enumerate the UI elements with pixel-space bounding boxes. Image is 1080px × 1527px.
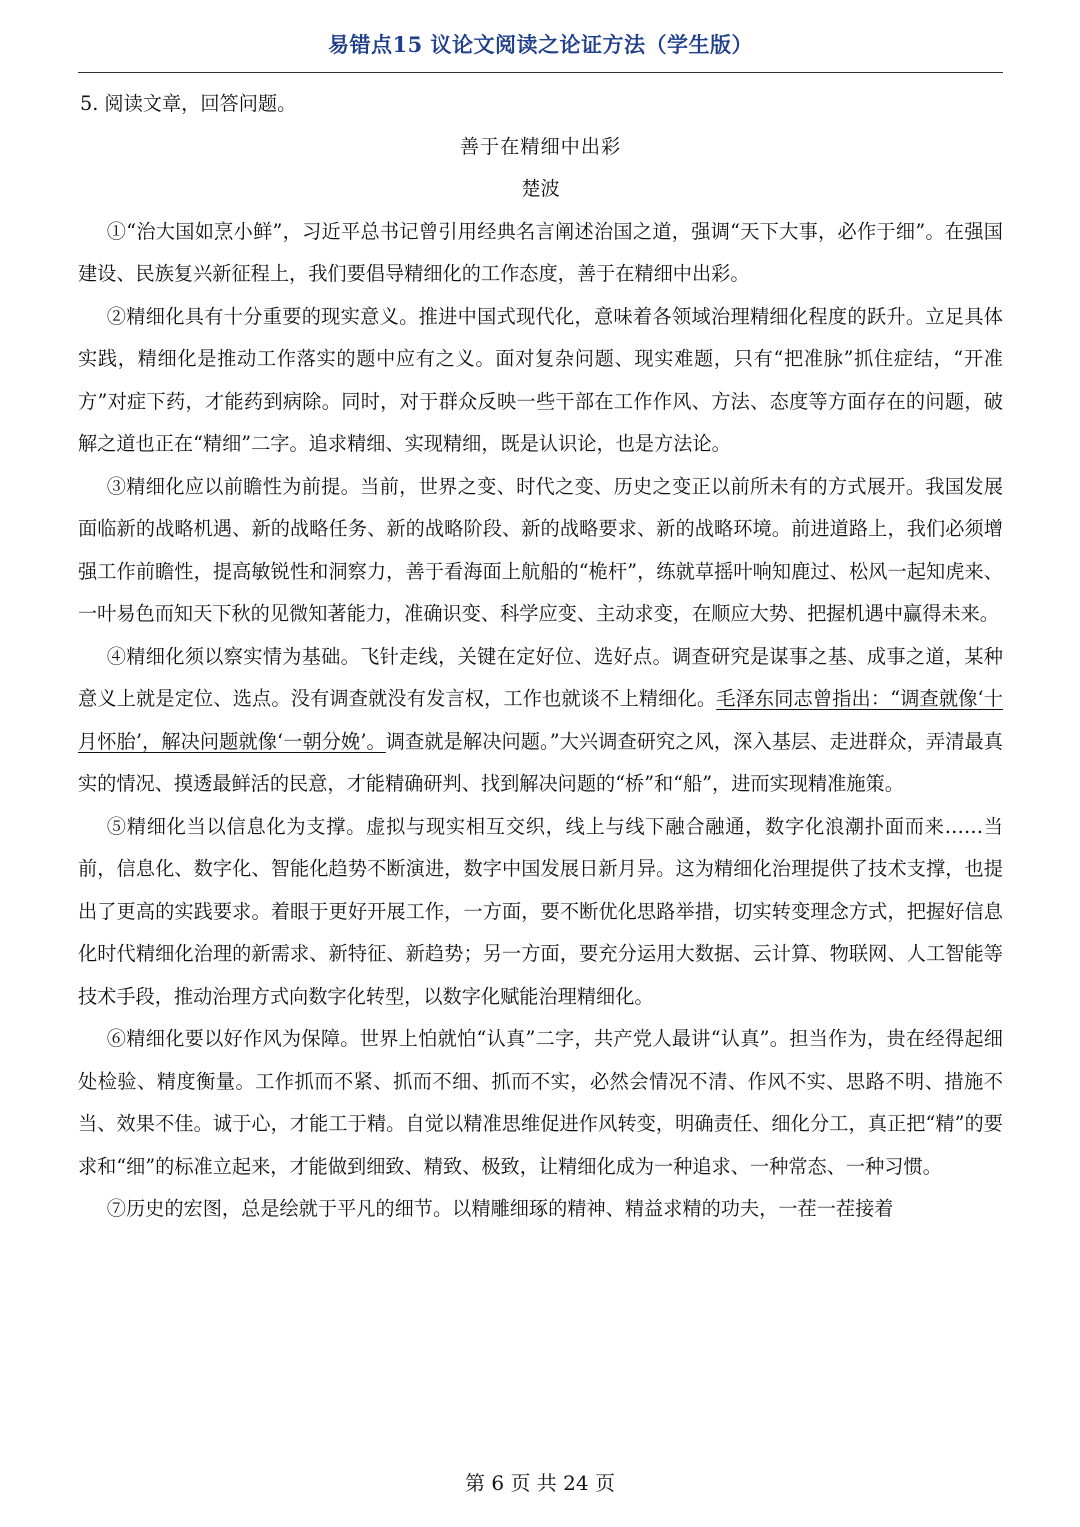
header-title: 易错点15 议论文阅读之论证方法（学生版）	[327, 32, 754, 57]
document-body	[78, 83, 1003, 1231]
paragraph-4-part-1: ④精细化须以察实情为基础。飞针走线，关键在定好位、选好点。调查研究是谋事之基、成事之道，某种意义上就是定位、选点。没有调查就没有发言权，工作也就谈不上精细化。	[78, 644, 1003, 710]
underlined-quote: 毛泽东同志曾指出：“调查就像‘十月怀胎’，解决问题就像‘一朝分娩’。	[78, 687, 1003, 753]
question-prompt: 5. 阅读文章，回答问题。	[80, 92, 297, 115]
paragraph-5: ⑤精细化当以信息化为支撑。虚拟与现实相互交织，线上与线下融合融通，数字化浪潮扑面而来……当前，信息化、数字化、智能化趋势不断演进，数字中国发展日新月异。这为精细化治理提供了技术支撑，也提出了更高的实践要求。着眼于更好开展工作，一方面，要不断优化思路举措，切实转变理念方式，把握好信息化时代精细化治理的新需求、新特征、新趋势；另一方面，要充分运用大数据、云计算、物联网、人工智能等技术手段，推动治理方式向数字化转型，以数字化赋能治理精细化。	[78, 814, 1003, 1008]
paragraph-2: ②精细化具有十分重要的现实意义。推进中国式现代化，意味着各领域治理精细化程度的跃升。立足具体实践，精细化是推动工作落实的题中应有之义。面对复杂问题、现实难题，只有“把准脉”抓住症结，“开准方”对症下药，才能药到病除。同时，对于群众反映一些干部在工作作风、方法、态度等方面存在的问题，破解之道也正在“精细”二字。追求精细、实现精细，既是认识论，也是方法论。	[78, 304, 1003, 455]
article-author: 楚波	[521, 177, 560, 200]
paragraph-1: ①“治大国如烹小鲜”，习近平总书记曾引用经典名言阐述治国之道，强调“天下大事，必作于细”。在强国建设、民族复兴新征程上，我们要倡导精细化的工作态度，善于在精细中出彩。	[78, 219, 1003, 285]
paragraph-6: ⑥精细化要以好作风为保障。世界上怕就怕“认真”二字，共产党人最讲“认真”。担当作为，贵在经得起细处检验、精度衡量。工作抓而不紧、抓而不细、抓而不实，必然会情况不清、作风不实、思路不明、措施不当、效果不佳。诚于心，才能工于精。自觉以精准思维促进作风转变，明确责任、细化分工，真正把“精”的要求和“细”的标准立起来，才能做到细致、精致、极致，让精细化成为一种追求、一种常态、一种习惯。	[78, 1027, 1003, 1178]
page-footer: 第 6 页 共 24 页	[465, 1471, 615, 1495]
paragraph-3: ③精细化应以前瞻性为前提。当前，世界之变、时代之变、历史之变正以前所未有的方式展开。我国发展面临新的战略机遇、新的战略任务、新的战略阶段、新的战略要求、新的战略环境。前进道路上，我们必须增强工作前瞻性，提高敏锐性和洞察力，善于看海面上航船的“桅杆”，练就草摇叶响知鹿过、松风一起知虎来、一叶易色而知天下秋的见微知著能力，准确识变、科学应变、主动求变，在顺应大势、把握机遇中赢得未来。	[78, 474, 1003, 625]
page-header	[78, 0, 1003, 73]
paragraph-4-part-2: 调查就是解决问题。”大兴调查研究之风，深入基层、走进群众，弄清最真实的情况、摸透最鲜活的民意，才能精确研判、找到解决问题的“桥”和“船”，进而实现精准施策。	[78, 729, 1003, 795]
article-title: 善于在精细中出彩	[459, 134, 622, 158]
paragraph-7: ⑦历史的宏图，总是绘就于平凡的细节。以精雕细琢的精神、精益求精的功夫，一茬一茬接着	[106, 1197, 894, 1220]
paragraph-4	[78, 636, 1003, 806]
